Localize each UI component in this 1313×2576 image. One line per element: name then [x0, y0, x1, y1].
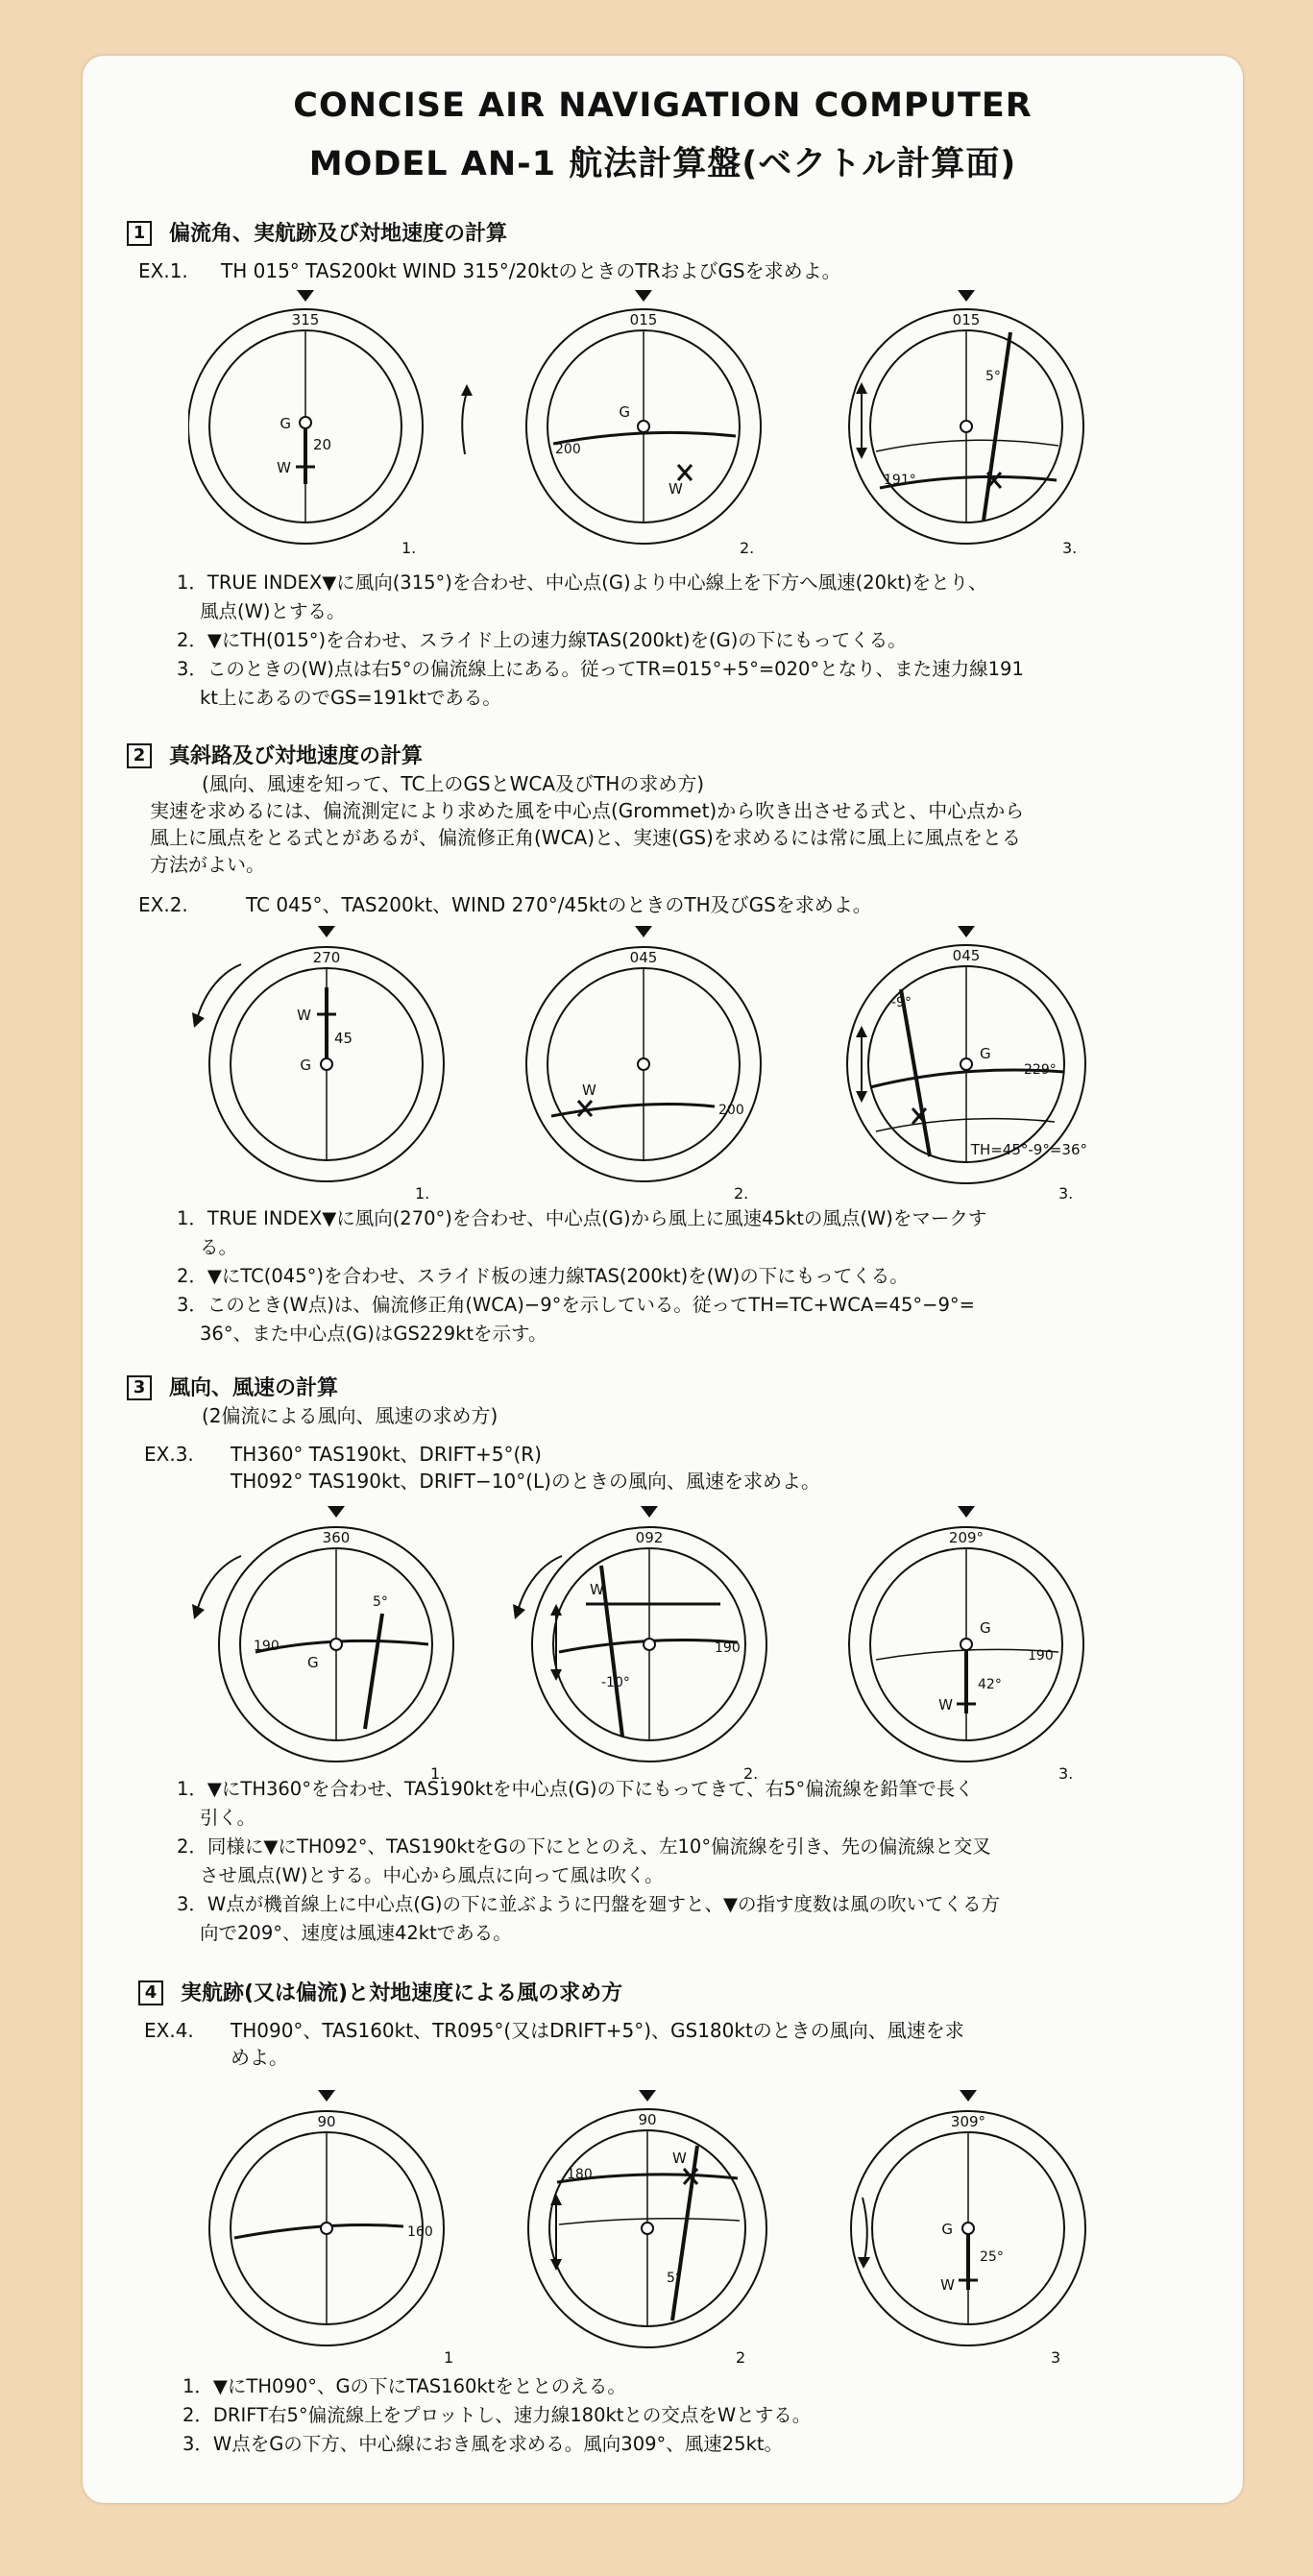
rotate-up-arrow-icon [453, 382, 482, 459]
example-4-text-2: めよ。 [231, 2046, 288, 2069]
ex2-step-1a: 1．TRUE INDEX▼に風向(270°)を合わせ、中心点(G)から風上に風速45ktの風点(W)をマークす [177, 1207, 987, 1229]
ex2-d2-label-w: W [582, 1081, 596, 1099]
grommet-icon [330, 1639, 342, 1650]
ex2-dial-1 [206, 918, 465, 1206]
example-2-label: EX.2. [138, 893, 188, 916]
ex2-d1-label-w: W [297, 1007, 311, 1024]
true-index-icon [635, 926, 652, 937]
ex2-step-2: 2．▼にTC(045°)を合わせ、スライド板の速力線TAS(200kt)を(W)の下にもってくる。 [177, 1265, 909, 1287]
example-1 [138, 255, 841, 283]
section-3-title: 風向、風速の計算 [169, 1376, 339, 1400]
ex2-d3-top: 045 [952, 947, 981, 964]
ex4-step-2: 2．DRIFT右5°偏流線上をプロットし、速力線180ktとの交点をWとする。 [182, 2404, 812, 2426]
true-index-icon [318, 2090, 335, 2102]
example-2-text: TC 045°、TAS200kt、WIND 270°/45ktのときのTH及びGSを求めよ。 [246, 893, 872, 916]
ex4-d2-label-180: 180 [567, 2167, 593, 2182]
example-4-label: EX.4. [144, 2019, 194, 2042]
ex4-d2-label-5: 5° [667, 2271, 682, 2286]
ex3-dial-2 [521, 1498, 780, 1786]
ex1-d1-label-g: G [280, 415, 291, 432]
ex3-d3-label-w: W [938, 1696, 953, 1713]
ex1-d3-top: 015 [952, 311, 981, 328]
ex2-d1-label-45: 45 [334, 1030, 353, 1047]
ex4-d3-label-g: G [941, 2221, 953, 2238]
ex3-step-2a: 2．同様に▼にTH092°、TAS190ktをGの下にととのえ、左10°偏流線を引き、先の偏流線と交叉 [177, 1835, 991, 1858]
ex1-d2-label-w: W [669, 480, 683, 498]
true-index-icon [958, 290, 975, 302]
ex2-d2-label-200: 200 [718, 1103, 744, 1118]
ex4-dial-2 [519, 2082, 797, 2370]
grommet-icon [642, 2223, 653, 2234]
ex1-step-3a: 3．このときの(W)点は右5°の偏流線上にある。従ってTR=015°+5°=020°となり、また速力線191 [177, 658, 1024, 680]
ex3-d1-top: 360 [322, 1529, 351, 1546]
title-line-1: CONCISE AIR NAVIGATION COMPUTER [293, 86, 1033, 125]
ex1-d2-top: 015 [629, 311, 658, 328]
true-index-icon [318, 926, 335, 937]
ex4-d3-index: 3 [1051, 2348, 1061, 2367]
section-2-subheading: (風向、風速を知って、TC上のGSとWCA及びTHの求め方) [202, 772, 705, 795]
ex2-d3-label-th: TH=45°-9°=36° [970, 1141, 1087, 1158]
section-2-number: 2 [127, 743, 152, 768]
true-index-icon [641, 1506, 658, 1518]
ex2-d1-label-g: G [300, 1057, 311, 1074]
ex2-d2-index: 2. [734, 1184, 749, 1203]
wind-point-mark-icon [678, 465, 692, 480]
ex3-dial-1 [211, 1498, 471, 1786]
true-index-icon [328, 1506, 345, 1518]
ex1-d2-index: 2. [740, 539, 755, 557]
ex4-d1-top: 90 [317, 2113, 336, 2130]
true-index-icon [960, 2090, 977, 2102]
ex3-d3-label-190: 190 [1028, 1648, 1054, 1664]
section-2-title: 真斜路及び対地速度の計算 [169, 744, 424, 768]
section-2-heading [127, 740, 423, 769]
ex3-step-1a: 1．▼にTH360°を合わせ、TAS190ktを中心点(G)の下にもってきて、右5°偏流線を鉛筆で長く [177, 1778, 974, 1800]
ex4-dial-1 [206, 2082, 474, 2370]
grommet-icon [960, 1058, 972, 1070]
ex4-d3-top: 309° [950, 2113, 986, 2130]
ex4-step-1: 1．▼にTH090°、Gの下にTAS160ktをととのえる。 [182, 2375, 626, 2397]
ex3-step-3a: 3．W点が機首線上に中心点(G)の下に並ぶように円盤を廻すと、▼の指す度数は風の吹いてくる方 [177, 1893, 1001, 1915]
section-1-heading [127, 217, 507, 247]
example-4 [144, 2015, 964, 2043]
ex3-step-3b: 向で209°、速度は風速42ktである。 [200, 1922, 512, 1944]
ex2-step-3a: 3．このとき(W点)は、偏流修正角(WCA)−9°を示している。従ってTH=TC+WCA=45°−9°= [177, 1294, 975, 1316]
ex1-d3-index: 3. [1062, 539, 1078, 557]
grommet-icon [960, 1639, 972, 1650]
ex1-d2-label-g: G [619, 403, 630, 421]
grommet-icon [962, 2223, 974, 2234]
ex1-d1-label-20: 20 [313, 436, 332, 453]
ex4-d3-label-w: W [940, 2276, 955, 2294]
ex3-d1-index: 1. [430, 1764, 446, 1783]
ex2-d3-label-g: G [980, 1045, 991, 1062]
ex3-d3-label-g: G [980, 1619, 991, 1637]
ex2-d3-label-minus9: -9° [891, 995, 912, 1010]
ex1-d1-label-w: W [277, 459, 291, 476]
ex3-d2-label-190: 190 [715, 1640, 741, 1656]
ex3-d3-label-42: 42° [978, 1677, 1002, 1692]
example-3-label: EX.3. [144, 1443, 194, 1466]
ex2-d3-index: 3. [1058, 1184, 1074, 1203]
section-1-title: 偏流角、実航跡及び対地速度の計算 [169, 222, 508, 246]
ex2-step-3b: 36°、また中心点(G)はGS229ktを示す。 [200, 1323, 547, 1345]
ex3-d1-label-190: 190 [254, 1639, 280, 1654]
ex4-d2-label-w: W [672, 2150, 687, 2167]
example-1-label: EX.1. [138, 259, 188, 282]
ex1-d1-top: 315 [291, 311, 320, 328]
true-index-icon [958, 926, 975, 937]
example-4-text: TH090°、TAS160kt、TR095°(又はDRIFT+5°)、GS180ktのときの風向、風速を求 [231, 2019, 964, 2042]
section-2-intro-1: 実速を求めるには、偏流測定により求めた風を中心点(Grommet)から吹き出させる式と、中心点から [150, 799, 1025, 822]
ex2-d1-top: 270 [312, 949, 341, 966]
ex2-d3-label-229: 229° [1024, 1062, 1057, 1078]
ex3-dial-3 [841, 1498, 1101, 1786]
section-3-subheading: (2偏流による風向、風速の求め方) [202, 1404, 498, 1427]
example-1-text: TH 015° TAS200kt WIND 315°/20ktのときのTRおよびGSを求めよ。 [221, 259, 841, 282]
ex3-d2-index: 2. [743, 1764, 759, 1783]
section-1-number: 1 [127, 221, 152, 246]
ex3-d1-label-5: 5° [373, 1594, 388, 1610]
ex1-d3-label-191: 191° [884, 473, 916, 488]
ex3-step-1b: 引く。 [200, 1807, 256, 1829]
ex4-d1-index: 1 [444, 2348, 454, 2367]
ex3-d1-label-g: G [307, 1654, 319, 1671]
example-2 [138, 889, 872, 917]
ex1-d3-label-5: 5° [985, 369, 1001, 384]
true-index-icon [958, 1506, 975, 1518]
section-3-heading [127, 1372, 338, 1401]
ex1-d2-label-200: 200 [555, 442, 581, 457]
example-3-text-2: TH092° TAS190kt、DRIFT−10°(L)のときの風向、風速を求めよ。 [231, 1470, 820, 1493]
ex4-d2-top: 90 [638, 2111, 657, 2128]
ex1-dial-3 [841, 282, 1101, 561]
grommet-icon [321, 1058, 332, 1070]
example-3-text: TH360° TAS190kt、DRIFT+5°(R) [231, 1443, 542, 1466]
example-3 [144, 1439, 542, 1467]
section-4-heading [138, 1977, 622, 2006]
ex4-d1-label-160: 160 [407, 2224, 433, 2240]
grommet-icon [300, 417, 311, 428]
ex3-d3-top: 209° [948, 1529, 985, 1546]
ex2-dial-2 [517, 918, 776, 1206]
ex3-d3-index: 3. [1058, 1764, 1074, 1783]
ex1-step-1b: 風点(W)とする。 [200, 600, 346, 622]
ex3-d2-label-minus10: -10° [601, 1675, 630, 1690]
grommet-icon [638, 421, 649, 432]
ex1-d1-index: 1. [401, 539, 417, 557]
grommet-icon [960, 421, 972, 432]
instruction-card [83, 56, 1243, 2503]
ex1-dial-1 [188, 282, 438, 561]
ex3-d2-top: 092 [635, 1529, 664, 1546]
ex2-d1-index: 1. [415, 1184, 430, 1203]
grommet-icon [644, 1639, 655, 1650]
ex1-dial-2 [519, 282, 778, 561]
section-4-title: 実航跡(又は偏流)と対地速度による風の求め方 [181, 1981, 623, 2005]
ex3-step-2b: させ風点(W)とする。中心から風点に向って風は吹く。 [200, 1864, 664, 1886]
grommet-icon [321, 2223, 332, 2234]
ex1-step-3b: kt上にあるのでGS=191ktである。 [200, 687, 501, 709]
ex3-d2-label-w: W [590, 1581, 604, 1598]
section-2-intro-3: 方法がよい。 [150, 853, 265, 876]
section-2-intro-2: 風上に風点をとる式とがあるが、偏流修正角(WCA)と、実速(GS)を求めるには常に風上に風点をとる [150, 826, 1021, 849]
ex4-dial-3 [843, 2082, 1103, 2370]
section-3-number: 3 [127, 1375, 152, 1400]
ex4-d2-index: 2 [736, 2348, 746, 2367]
ex1-step-2: 2．▼にTH(015°)を合わせ、スライド上の速力線TAS(200kt)を(G)の下にもってくる。 [177, 629, 907, 651]
true-index-icon [635, 290, 652, 302]
title-line-2: MODEL AN-1 航法計算盤(ベクトル計算面) [308, 145, 1017, 183]
ex1-step-1a: 1．TRUE INDEX▼に風向(315°)を合わせ、中心点(G)より中心線上を下方へ風速(20kt)をとり、 [177, 571, 987, 594]
true-index-icon [639, 2090, 656, 2102]
ex4-step-3: 3．W点をGの下方、中心線におき風を求める。風向309°、風速25kt。 [182, 2433, 784, 2455]
ex4-d3-label-25: 25° [980, 2249, 1004, 2265]
section-4-number: 4 [138, 1981, 163, 2005]
grommet-icon [638, 1058, 649, 1070]
true-index-icon [297, 290, 314, 302]
ex2-d2-top: 045 [629, 949, 658, 966]
ex2-step-1b: る。 [200, 1236, 238, 1258]
ex2-dial-3 [838, 918, 1116, 1206]
